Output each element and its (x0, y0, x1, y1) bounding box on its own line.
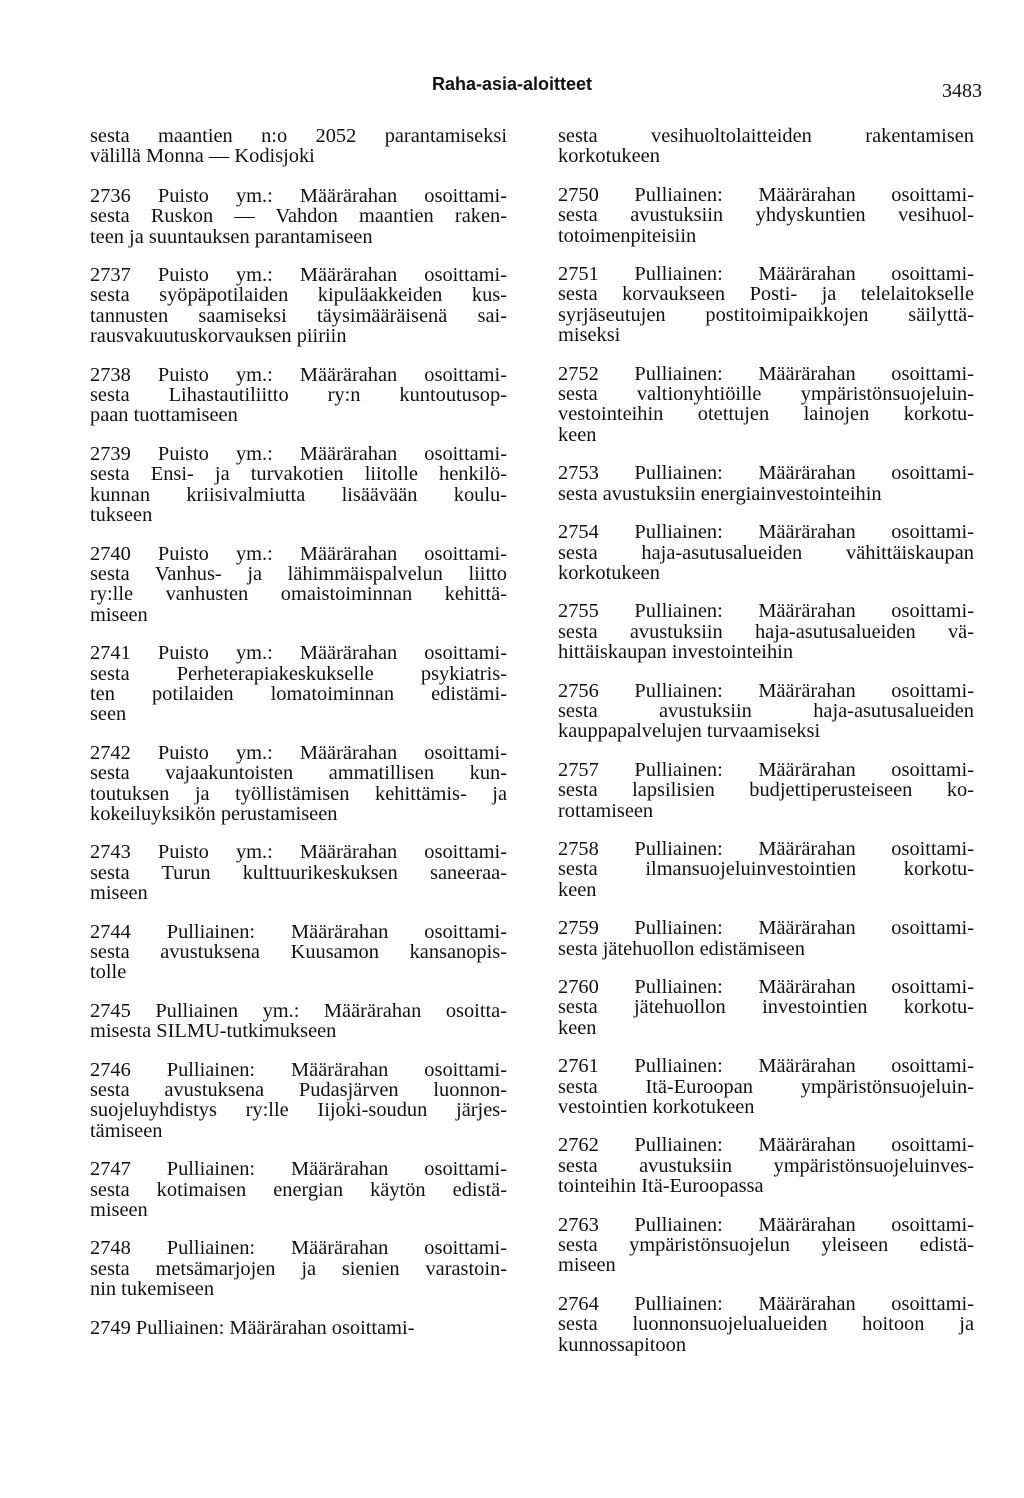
initiative-entry (558, 760, 974, 821)
entry-line: 2750 Pulliainen: Määrärahan osoittami- (558, 183, 974, 206)
initiative-entry (558, 264, 974, 346)
entry-line: sesta kotimaisen energian käytön edistä- (90, 1178, 507, 1201)
entry-line: totoimenpiteisiin (558, 224, 697, 247)
entry-line: sesta avustuksiin yhdyskuntien vesihuol- (558, 204, 974, 227)
initiative-entry (90, 1238, 507, 1299)
entry-line: sesta avustuksiin haja-asutusalueiden vä- (558, 620, 974, 643)
entry-line: 2752 Pulliainen: Määrärahan osoittami- (558, 362, 974, 385)
entry-line: sesta Perheterapiakeskukselle psykiatris- (90, 662, 507, 685)
entry-line: nin tukemiseen (90, 1278, 215, 1301)
initiative-entry (90, 922, 507, 983)
initiative-entry (558, 463, 974, 504)
entry-line: sesta avustuksena Pudasjärven luonnon- (90, 1079, 507, 1102)
initiative-entry (558, 1056, 974, 1117)
entry-line: 2760 Pulliainen: Määrärahan osoittami- (558, 976, 974, 998)
initiative-entry (90, 1001, 507, 1042)
initiative-entry (90, 186, 507, 247)
initiative-entry (90, 544, 507, 626)
entry-line: 2740 Puisto ym.: Määrärahan osoittami- (90, 542, 507, 565)
entry-line: toutuksen ja työllistämisen kehittämis- ja (90, 782, 507, 805)
entry-line: seen (90, 703, 127, 726)
entry-line: sesta avustuksiin ympäristönsuojeluinves- (558, 1154, 974, 1177)
initiative-entry (90, 444, 507, 526)
entry-line: sesta syöpäpotilaiden kipuläakkeiden kus- (90, 284, 507, 307)
entry-line: 2758 Pulliainen: Määrärahan osoittami- (558, 837, 974, 860)
entry-line: 2763 Pulliainen: Määrärahan osoittami- (558, 1213, 974, 1236)
entry-line: 2751 Pulliainen: Määrärahan osoittami- (558, 263, 974, 286)
initiative-entry (558, 1135, 974, 1196)
initiative-entry (558, 1294, 974, 1355)
initiative-entry (90, 126, 507, 167)
entry-line: teen ja suuntauksen parantamiseen (90, 225, 373, 248)
running-title: Raha-asia-aloitteet (432, 74, 593, 94)
entry-line: kokeiluyksikön perustamiseen (90, 802, 338, 825)
entry-line: hittäiskaupan investointeihin (558, 641, 794, 664)
entry-line: rausvakuutuskorvauksen piiriin (90, 325, 347, 348)
initiative-entry (558, 522, 974, 583)
page-header (0, 70, 1024, 100)
left-column (90, 126, 507, 1356)
right-column (558, 126, 974, 1373)
entry-line: 2745 Pulliainen ym.: Määrärahan osoitta- (90, 999, 507, 1022)
entry-line: 2742 Puisto ym.: Määrärahan osoittami- (90, 741, 507, 764)
entry-line: 2749 Pulliainen: Määrärahan osoittami- (90, 1316, 415, 1339)
entry-line: miseen (90, 882, 148, 905)
initiative-entry (90, 1318, 507, 1338)
initiative-entry (90, 265, 507, 347)
entry-line: korkotukeen (558, 561, 660, 584)
entry-line: sesta Vanhus- ja lähimmäispalvelun liitto (90, 562, 507, 585)
entry-line: sesta maantien n:o 2052 parantamiseksi (90, 125, 507, 147)
entry-line: sesta metsämarjojen ja sienien varastoin- (90, 1257, 507, 1280)
initiative-entry (558, 681, 974, 742)
entry-line: miseen (558, 1254, 616, 1277)
entry-line: sesta lapsilisien budjettiperusteiseen ko- (558, 779, 974, 802)
entry-line: sesta Ensi- ja turvakotien liitolle henkilö- (90, 463, 507, 486)
entry-line: sesta Lihastautiliitto ry:n kuntoutusop- (90, 384, 507, 407)
entry-line: sesta avustuksena Kuusamon kansanopis- (90, 941, 507, 963)
initiative-entry (558, 977, 974, 1038)
entry-line: 2746 Pulliainen: Määrärahan osoittami- (90, 1058, 507, 1081)
initiative-entry (90, 1159, 507, 1220)
entry-line: sesta korvaukseen Posti- ja telelaitokselle (558, 283, 974, 306)
entry-line: tukseen (90, 504, 153, 527)
entry-line: 2736 Puisto ym.: Määrärahan osoittami- (90, 184, 507, 207)
entry-line: sesta valtionyhtiöille ympäristönsuojeluin- (558, 383, 974, 406)
entry-line: 2762 Pulliainen: Määrärahan osoittami- (558, 1134, 974, 1157)
initiative-entry (90, 842, 507, 903)
entry-line: keen (558, 878, 597, 901)
entry-line: kunnossapitoon (558, 1333, 687, 1356)
page-number: 3483 (942, 80, 982, 102)
entry-line: sesta Turun kulttuurikeskuksen saneeraa- (90, 861, 507, 884)
entry-line: sesta vajaakuntoisten ammatillisen kun- (90, 762, 507, 785)
entry-line: 2761 Pulliainen: Määrärahan osoittami- (558, 1055, 974, 1078)
initiative-entry (558, 185, 974, 246)
entry-line: miseen (90, 603, 148, 626)
initiative-entry (90, 1060, 507, 1142)
entry-line: 2748 Pulliainen: Määrärahan osoittami- (90, 1237, 507, 1260)
entry-line: 2739 Puisto ym.: Määrärahan osoittami- (90, 442, 507, 465)
entry-line: 2754 Pulliainen: Määrärahan osoittami- (558, 521, 974, 544)
entry-line: 2737 Puisto ym.: Määrärahan osoittami- (90, 264, 507, 287)
entry-line: tannusten saamiseksi täysimääräisenä sai- (90, 304, 507, 327)
entry-line: suojeluyhdistys ry:lle Iijoki-soudun järjes- (90, 1099, 507, 1122)
entry-line: 2741 Puisto ym.: Määrärahan osoittami- (90, 642, 507, 665)
entry-line: sesta ilmansuojeluinvestointien korkotu- (558, 858, 974, 881)
entry-line: kunnan kriisivalmiutta lisäävään koulu- (90, 483, 507, 506)
entry-line: ten potilaiden lomatoiminnan edistämi- (90, 682, 507, 705)
entry-line: 2744 Pulliainen: Määrärahan osoittami- (90, 920, 507, 943)
entry-line: sesta luonnonsuojelualueiden hoitoon ja (558, 1313, 974, 1336)
entry-line: 2738 Puisto ym.: Määrärahan osoittami- (90, 363, 507, 386)
initiative-entry (90, 743, 507, 825)
entry-line: kauppapalvelujen turvaamiseksi (558, 720, 821, 743)
entry-line: tolle (90, 961, 127, 984)
entry-line: välillä Monna — Kodisjoki (90, 145, 315, 168)
entry-line: sesta avustuksiin energiainvestointeihin (558, 482, 882, 505)
entry-line: tointeihin Itä-Euroopassa (558, 1175, 764, 1198)
initiative-entry (558, 126, 974, 167)
initiative-entry (558, 601, 974, 662)
entry-line: rottamiseen (558, 799, 654, 822)
entry-line: 2755 Pulliainen: Määrärahan osoittami- (558, 600, 974, 623)
initiative-entry (558, 839, 974, 900)
entry-line: sesta avustuksiin haja-asutusalueiden (558, 699, 974, 722)
entry-line: sesta Ruskon — Vahdon maantien raken- (90, 205, 507, 228)
entry-line: miseen (90, 1199, 148, 1222)
entry-line: 2743 Puisto ym.: Määrärahan osoittami- (90, 841, 507, 864)
entry-line: vestointeihin otettujen lainojen korkotu- (558, 403, 974, 426)
entry-line: 2753 Pulliainen: Määrärahan osoittami- (558, 462, 974, 485)
initiative-entry (558, 364, 974, 446)
initiative-entry (90, 643, 507, 725)
entry-line: 2764 Pulliainen: Määrärahan osoittami- (558, 1292, 974, 1315)
entry-line: 2759 Pulliainen: Määrärahan osoittami- (558, 917, 974, 940)
initiative-entry (558, 1215, 974, 1276)
initiative-entry (558, 918, 974, 959)
entry-line: vestointien korkotukeen (558, 1096, 755, 1119)
entry-line: sesta vesihuoltolaitteiden rakentamisen (558, 125, 974, 147)
entry-line: keen (558, 423, 597, 446)
entry-line: sesta jätehuollon investointien korkotu- (558, 996, 974, 1019)
entry-line: keen (558, 1016, 597, 1039)
entry-line: 2747 Pulliainen: Määrärahan osoittami- (90, 1158, 507, 1181)
entry-line: sesta ympäristönsuojelun yleiseen edistä- (558, 1234, 974, 1257)
entry-line: paan tuottamiseen (90, 404, 238, 427)
entry-line: sesta Itä-Euroopan ympäristönsuojeluin- (558, 1075, 974, 1098)
entry-line: ry:lle vanhusten omaistoiminnan kehittä- (90, 583, 507, 606)
entry-line: miseksi (558, 324, 621, 347)
entry-line: misesta SILMU-tutkimukseen (90, 1020, 337, 1043)
entry-line: sesta haja-asutusalueiden vähittäiskaupan (558, 541, 974, 564)
initiative-entry (90, 365, 507, 426)
entry-line: 2757 Pulliainen: Määrärahan osoittami- (558, 758, 974, 781)
entry-line: sesta jätehuollon edistämiseen (558, 937, 805, 960)
entry-line: korkotukeen (558, 145, 660, 168)
entry-line: 2756 Pulliainen: Määrärahan osoittami- (558, 679, 974, 702)
entry-line: syrjäseutujen postitoimipaikkojen säilyttä- (558, 303, 974, 326)
entry-line: tämiseen (90, 1119, 163, 1142)
